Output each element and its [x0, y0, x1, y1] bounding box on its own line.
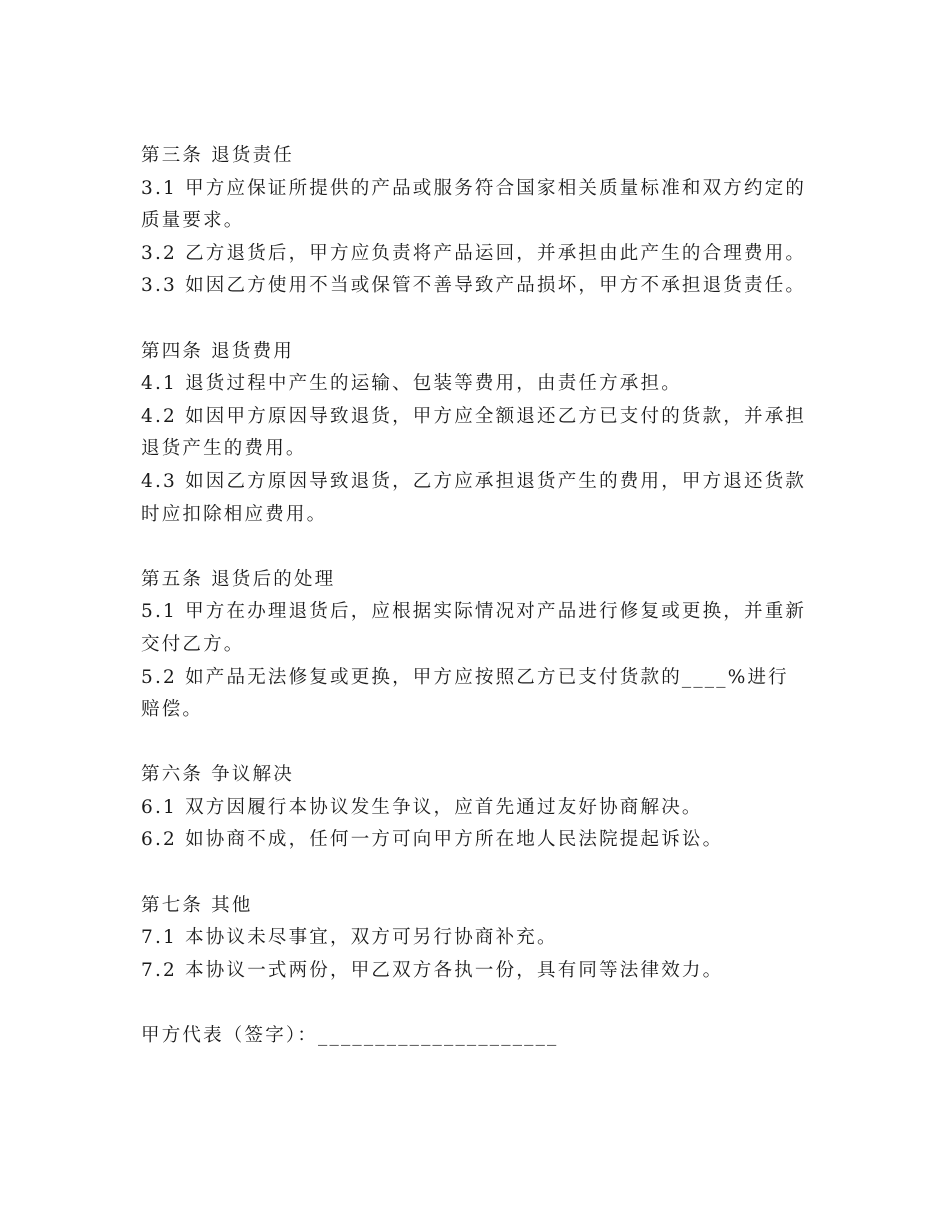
clause-5-1: 5.1 甲方在办理退货后，应根据实际情况对产品进行修复或更换，并重新交付乙方。 [141, 601, 807, 655]
clause-4-3: 4.3 如因乙方原因导致退货，乙方应承担退货产生的费用，甲方退还货款时应扣除相应费用。 [141, 470, 807, 525]
clause-6-2: 6.2 如协商不成，任何一方可向甲方所在地人民法院提起诉讼。 [141, 829, 724, 851]
clause-4-2: 4.2 如因甲方原因导致退货，甲方应全额退还乙方已支付的货款，并承担退货产生的费用。 [141, 405, 807, 460]
article-heading: 第五条 退货后的处理 [141, 568, 336, 590]
clause-7-2: 7.2 本协议一式两份，甲乙双方各执一份，具有同等法律效力。 [141, 959, 724, 981]
article-heading: 第四条 退货费用 [141, 340, 294, 362]
document-body [141, 140, 809, 1053]
section-article-4 [141, 336, 809, 532]
section-article-3 [141, 140, 809, 303]
section-article-6 [141, 759, 809, 857]
party-a-signature-line: 甲方代表（签字）：_____________________ [141, 1025, 559, 1047]
clause-4-1: 4.1 退货过程中产生的运输、包装等费用，由责任方承担。 [141, 373, 682, 395]
clause-3-3: 3.3 如因乙方使用不当或保管不善导致产品损坏，甲方不承担退货责任。 [141, 275, 807, 297]
clause-7-1: 7.1 本协议未尽事宜，双方可另行协商补充。 [141, 927, 558, 949]
clause-6-1: 6.1 双方因履行本协议发生争议，应首先通过友好协商解决。 [141, 796, 703, 818]
article-heading: 第七条 其他 [141, 894, 253, 916]
clause-3-2: 3.2 乙方退货后，甲方应负责将产品运回，并承担由此产生的合理费用。 [141, 242, 807, 264]
section-article-7 [141, 890, 809, 988]
article-heading: 第六条 争议解决 [141, 764, 294, 786]
clause-3-1: 3.1 甲方应保证所提供的产品或服务符合国家相关质量标准和双方约定的质量要求。 [141, 177, 807, 232]
section-article-5 [141, 564, 809, 727]
article-heading: 第三条 退货责任 [141, 145, 294, 166]
clause-5-2: 5.2 如产品无法修复或更换，甲方应按照乙方已支付货款的____%进行赔偿。 [141, 666, 789, 721]
